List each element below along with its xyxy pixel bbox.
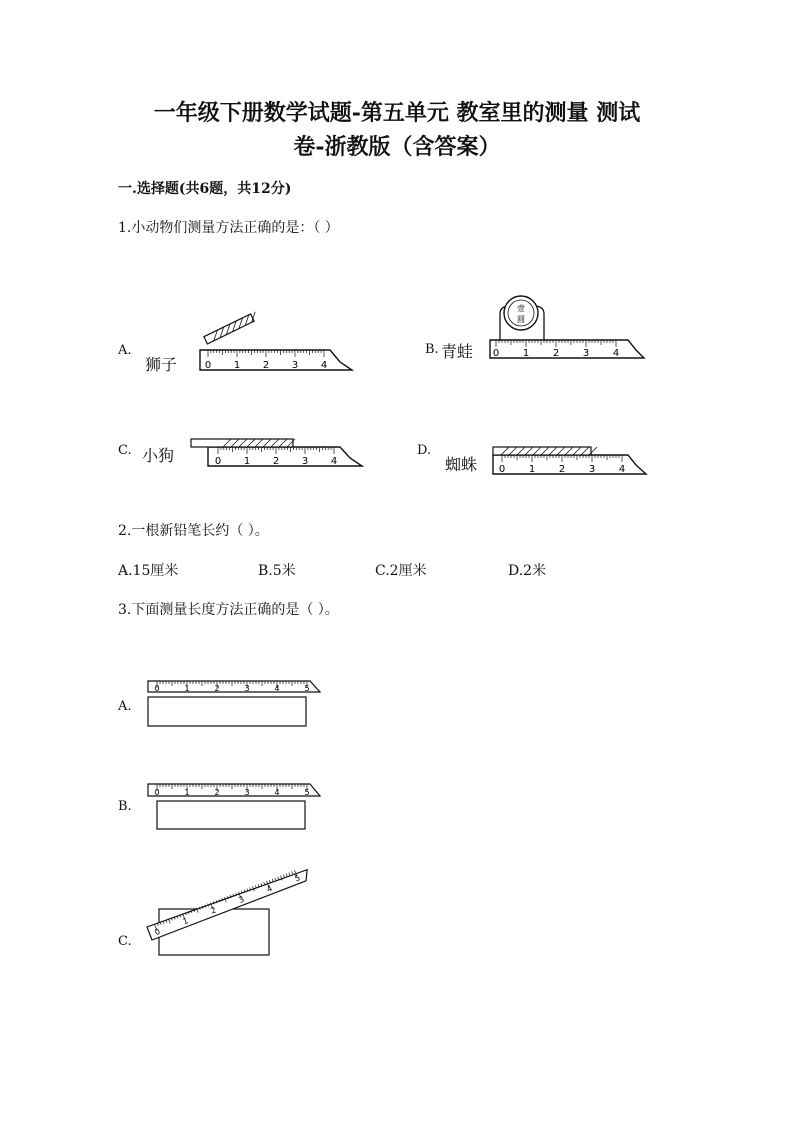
ruler-number: 4 [274,684,280,693]
q1-figure-d-object [493,447,597,455]
ruler-number: 4 [320,360,328,371]
question-2-stem: 2.一根新铅笔长约（ ）。 [118,523,269,539]
ruler-number: 2 [262,360,270,371]
ruler-number: 1 [184,684,190,693]
ruler-number: 2 [552,348,560,359]
q1-option-b-animal: 青蛙 [441,342,474,361]
ruler-tick [275,878,276,881]
page-title-line-1: 一年级下册数学试题-第五单元 教室里的测量 测试 [153,100,641,126]
q2-option-d[interactable]: D.2米 [508,563,547,579]
q2-option-c[interactable]: C.2厘米 [375,563,427,579]
ruler-number: 1 [243,456,251,467]
q1-option-d-animal: 蜘蛛 [445,455,478,474]
ruler-tick [286,874,287,877]
q1-figure-a-ruler [200,350,352,371]
q1-option-d-letter[interactable]: D. [417,443,432,458]
q3-option-a[interactable]: A. [118,699,132,714]
ruler-number: 1 [184,788,190,797]
ruler-number: 0 [492,348,500,359]
ruler-number: 2 [272,456,280,467]
q1-option-a-animal: 狮子 [145,355,178,374]
ruler-number: 0 [154,788,160,797]
ruler-number: 3 [588,464,596,475]
ruler-number: 5 [293,873,302,884]
ruler-tick [289,872,290,875]
q1-option-c-letter[interactable]: C. [118,443,132,458]
ruler-number: 1 [522,348,530,359]
ruler-number: 3 [291,360,299,371]
q3-option-c[interactable]: C. [118,934,132,949]
ruler-number: 2 [214,684,220,693]
ruler-number: 3 [237,894,246,905]
q2-option-a[interactable]: A.15厘米 [118,563,179,579]
coin-char-2: 圆 [517,315,525,324]
section-heading: 一.选择题(共6题，共12分) [118,181,292,197]
q3-figure-c [147,866,311,955]
ruler-number: 2 [214,788,220,797]
ruler-tick [292,871,293,874]
coin-char-1: 壹 [517,304,525,313]
q1-figure-b-coin-stand [500,296,544,340]
ruler-number: 0 [214,456,222,467]
ruler-number: 0 [498,464,506,475]
q1-option-a-letter[interactable]: A. [118,343,132,358]
ruler-number: 3 [301,456,309,467]
q2-option-b[interactable]: B.5米 [258,563,296,579]
ruler-number: 2 [558,464,566,475]
q1-figure-c-object [191,439,295,447]
q3-figure-b [148,784,320,829]
ruler-number: 1 [181,916,190,927]
q1-figure-c-ruler [208,447,362,467]
q1-option-b-letter[interactable]: B. [425,342,439,357]
q1-figure-b-ruler [490,340,644,359]
ruler-number: 3 [244,788,250,797]
ruler-number: 5 [304,684,310,693]
ruler-number: 1 [233,360,241,371]
q1-figure-d-ruler [493,455,646,475]
ruler-number: 0 [154,684,160,693]
question-3-stem: 3.下面测量长度方法正确的是（ ）。 [118,602,339,618]
ruler-number: 4 [618,464,626,475]
question-1-stem: 1.小动物们测量方法正确的是：（ ） [118,220,339,236]
ruler-number: 5 [304,788,310,797]
ruler-number: 4 [265,883,274,895]
q1-option-c-animal: 小狗 [142,446,175,465]
ruler-number: 4 [330,456,338,467]
ruler-number: 4 [612,348,620,359]
ruler-number: 3 [582,348,590,359]
ruler-number: 3 [244,684,250,693]
q3-option-b[interactable]: B. [118,799,132,814]
page-title-line-2: 卷-浙教版（含答案） [293,134,501,160]
ruler-number: 0 [153,926,162,938]
ruler-number: 0 [204,360,212,371]
ruler-number: 4 [274,788,280,797]
q1-figure-a-stick [204,312,259,344]
ruler-number: 1 [528,464,536,475]
ruler-tick [272,879,273,882]
ruler-tick [269,880,270,883]
ruler-number: 2 [209,905,218,916]
ruler-tick [283,875,284,878]
ruler-tick [278,877,279,880]
q3-figure-a [148,681,320,726]
